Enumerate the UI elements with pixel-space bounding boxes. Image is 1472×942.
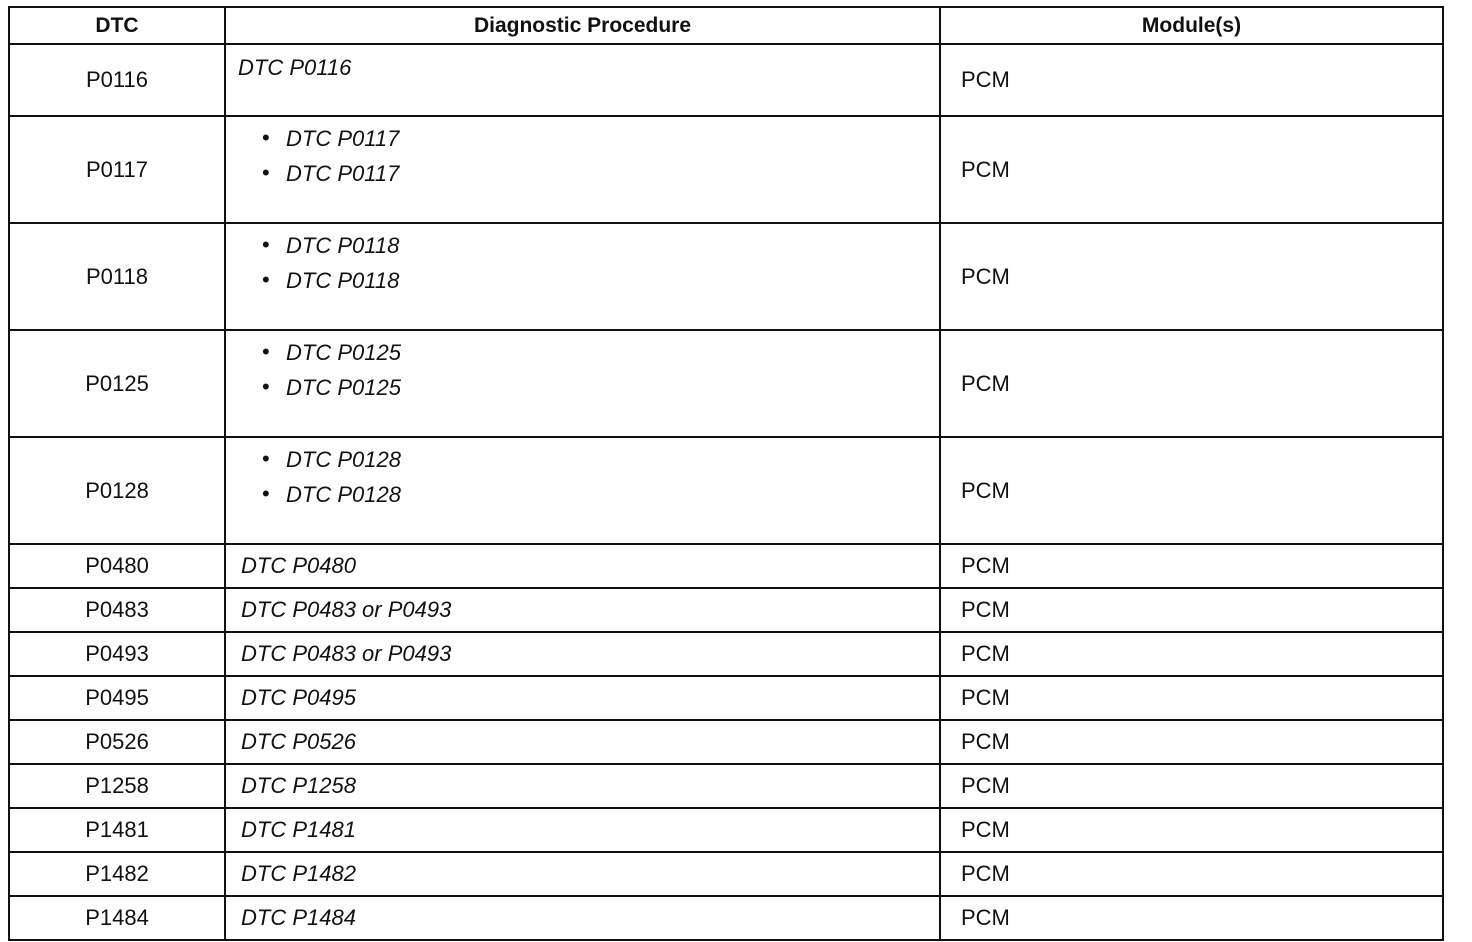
table-row xyxy=(9,676,1443,720)
procedure-link-text[interactable]: DTC P0118 xyxy=(286,268,400,293)
diagnostic-procedure-cell xyxy=(225,588,940,632)
module-cell: PCM xyxy=(940,896,1443,940)
dtc-code-cell: P1482 xyxy=(9,852,225,896)
module-cell: PCM xyxy=(940,720,1443,764)
diagnostic-procedure-cell xyxy=(225,223,940,330)
procedure-link-text[interactable]: DTC P0117 xyxy=(286,126,400,151)
dtc-code-cell: P0526 xyxy=(9,720,225,764)
dtc-code-cell: P0128 xyxy=(9,437,225,544)
procedure-link-text[interactable]: DTC P1484 xyxy=(241,905,356,930)
procedure-list xyxy=(262,127,939,197)
procedure-link-text[interactable]: DTC P1482 xyxy=(241,861,356,886)
procedure-link-text[interactable]: DTC P0125 xyxy=(286,375,401,400)
dtc-code-cell: P0493 xyxy=(9,632,225,676)
dtc-code-cell: P0125 xyxy=(9,330,225,437)
module-cell: PCM xyxy=(940,223,1443,330)
diagnostic-procedure-cell xyxy=(225,676,940,720)
procedure-link-text[interactable]: DTC P0483 or P0493 xyxy=(241,641,452,666)
table-header-row xyxy=(9,7,1443,44)
dtc-code-cell: P0480 xyxy=(9,544,225,588)
diagnostic-procedure-cell xyxy=(225,544,940,588)
procedure-list-item xyxy=(262,127,939,162)
dtc-code-cell: P0116 xyxy=(9,44,225,116)
diagnostic-procedure-cell xyxy=(225,330,940,437)
procedure-list xyxy=(262,341,939,411)
procedure-link-text[interactable]: DTC P0125 xyxy=(286,340,401,365)
procedure-link-text[interactable]: DTC P1481 xyxy=(241,817,356,842)
procedure-link-text[interactable]: DTC P0128 xyxy=(286,447,401,472)
procedure-link-text[interactable]: DTC P0128 xyxy=(286,482,401,507)
document-page xyxy=(8,6,1442,941)
dtc-code-cell: P1481 xyxy=(9,808,225,852)
diagnostic-procedure-cell xyxy=(225,764,940,808)
procedure-link-text[interactable]: DTC P0117 xyxy=(286,161,400,186)
table-row xyxy=(9,720,1443,764)
table-row xyxy=(9,437,1443,544)
dtc-code-cell: P1484 xyxy=(9,896,225,940)
procedure-list xyxy=(262,234,939,304)
procedure-link-text[interactable]: DTC P0480 xyxy=(241,553,356,578)
procedure-list-item xyxy=(262,448,939,483)
bullet-icon: • xyxy=(262,374,270,399)
procedure-list xyxy=(262,448,939,518)
dtc-code-cell: P0117 xyxy=(9,116,225,223)
table-row xyxy=(9,588,1443,632)
bullet-icon: • xyxy=(262,125,270,150)
table-row xyxy=(9,544,1443,588)
table-row xyxy=(9,764,1443,808)
table-body xyxy=(9,44,1443,940)
header-modules: Module(s) xyxy=(940,7,1443,44)
table-row xyxy=(9,44,1443,116)
procedure-list-item xyxy=(262,483,939,518)
procedure-list-item xyxy=(262,162,939,197)
module-cell: PCM xyxy=(940,808,1443,852)
module-cell: PCM xyxy=(940,437,1443,544)
diagnostic-procedure-cell xyxy=(225,720,940,764)
diagnostic-procedure-cell xyxy=(225,116,940,223)
header-diagnostic-procedure: Diagnostic Procedure xyxy=(225,7,940,44)
bullet-icon: • xyxy=(262,339,270,364)
module-cell: PCM xyxy=(940,852,1443,896)
dtc-code-cell: P0495 xyxy=(9,676,225,720)
diagnostic-procedure-cell xyxy=(225,437,940,544)
dtc-code-cell: P0483 xyxy=(9,588,225,632)
module-cell: PCM xyxy=(940,632,1443,676)
table-row xyxy=(9,632,1443,676)
table-row xyxy=(9,896,1443,940)
procedure-link-text[interactable]: DTC P0483 or P0493 xyxy=(241,597,452,622)
bullet-icon: • xyxy=(262,160,270,185)
module-cell: PCM xyxy=(940,588,1443,632)
procedure-link-text[interactable]: DTC P0526 xyxy=(241,729,356,754)
module-cell: PCM xyxy=(940,330,1443,437)
module-cell: PCM xyxy=(940,764,1443,808)
dtc-table xyxy=(8,6,1444,941)
diagnostic-procedure-cell xyxy=(225,896,940,940)
procedure-list-item xyxy=(262,234,939,269)
procedure-list-item xyxy=(262,341,939,376)
procedure-link-text[interactable]: DTC P0116 xyxy=(238,55,352,80)
procedure-list-item xyxy=(262,269,939,304)
bullet-icon: • xyxy=(262,232,270,257)
diagnostic-procedure-cell xyxy=(225,632,940,676)
table-row xyxy=(9,223,1443,330)
procedure-link-text[interactable]: DTC P0495 xyxy=(241,685,356,710)
table-row xyxy=(9,852,1443,896)
dtc-code-cell: P0118 xyxy=(9,223,225,330)
header-dtc: DTC xyxy=(9,7,225,44)
table-row xyxy=(9,808,1443,852)
diagnostic-procedure-cell xyxy=(225,44,940,116)
diagnostic-procedure-cell xyxy=(225,808,940,852)
module-cell: PCM xyxy=(940,44,1443,116)
table-row xyxy=(9,330,1443,437)
procedure-list-item xyxy=(262,376,939,411)
module-cell: PCM xyxy=(940,116,1443,223)
table-row xyxy=(9,116,1443,223)
dtc-code-cell: P1258 xyxy=(9,764,225,808)
bullet-icon: • xyxy=(262,446,270,471)
diagnostic-procedure-cell xyxy=(225,852,940,896)
procedure-link-text[interactable]: DTC P0118 xyxy=(286,233,400,258)
module-cell: PCM xyxy=(940,544,1443,588)
module-cell: PCM xyxy=(940,676,1443,720)
bullet-icon: • xyxy=(262,481,270,506)
procedure-link-text[interactable]: DTC P1258 xyxy=(241,773,356,798)
bullet-icon: • xyxy=(262,267,270,292)
